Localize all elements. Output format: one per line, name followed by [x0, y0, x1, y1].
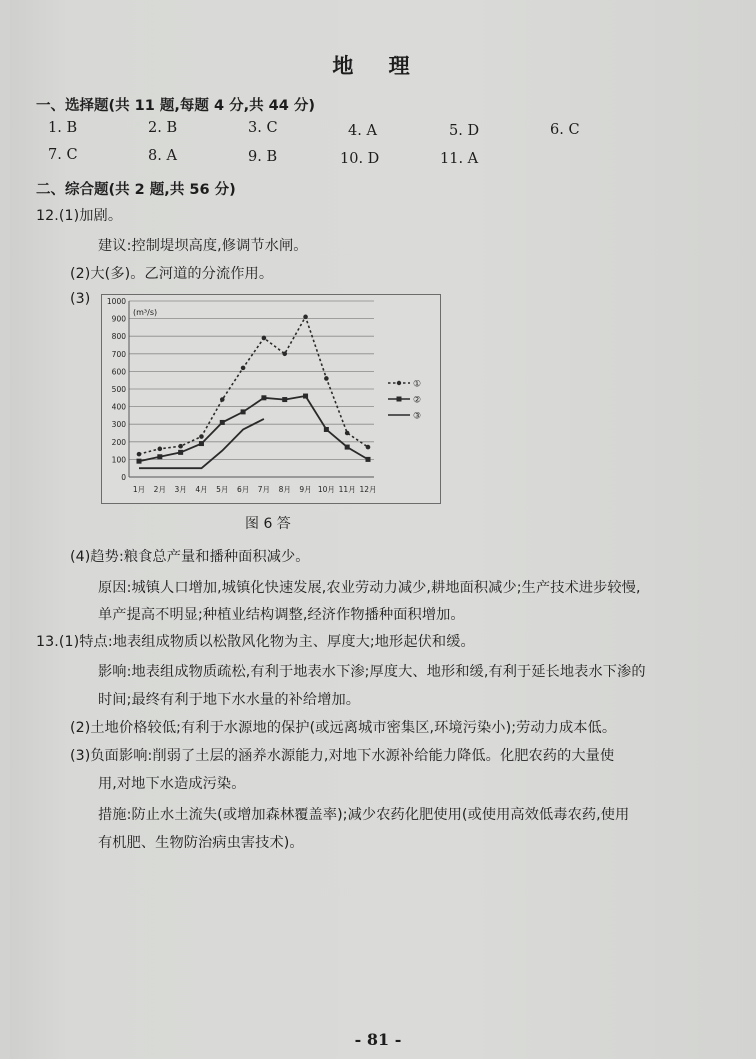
- y-tick-label: 400: [111, 402, 126, 412]
- answer-item: 6. C: [550, 122, 580, 138]
- q13-part1-effect-2: 时间;最终有利于地下水水量的补给增加。: [98, 692, 361, 708]
- x-tick-label: 6月: [236, 485, 250, 494]
- figure-caption: 图 6 答: [245, 516, 291, 532]
- y-tick-label: 500: [111, 385, 126, 394]
- legend-label: ②: [413, 395, 422, 406]
- x-tick-label: 11月: [338, 485, 356, 494]
- y-tick-label: 300: [111, 420, 126, 430]
- q13-part3-measure-1: 措施:防止水土流失(或增加森林覆盖率);减少农药化肥使用(或使用高效低毒农药,使用: [98, 807, 630, 823]
- q12-part2: (2)大(多)。乙河道的分流作用。: [70, 266, 274, 282]
- answer-item: 2. B: [148, 120, 178, 136]
- data-point: [241, 409, 246, 414]
- data-point: [241, 366, 246, 371]
- y-tick-label: 600: [111, 367, 126, 377]
- x-tick-label: 7月: [257, 485, 271, 494]
- y-tick-label: 800: [111, 332, 126, 342]
- q13-part1: 13.(1)特点:地表组成物质以松散风化物为主、厚度大;地形起伏和缓。: [36, 634, 475, 650]
- x-tick-label: 3月: [174, 485, 187, 494]
- answer-item: 10. D: [340, 151, 380, 167]
- data-point: [220, 420, 225, 425]
- y-tick-label: 700: [111, 349, 126, 359]
- page-number: - 81 -: [354, 1030, 402, 1049]
- data-point: [137, 452, 142, 457]
- data-point: [137, 459, 142, 464]
- section2-heading: 二、综合题(共 2 题,共 56 分): [36, 182, 236, 198]
- data-point: [366, 457, 371, 462]
- q12-part1-suggestion: 建议:控制堤坝高度,修调节水闸。: [98, 238, 308, 254]
- legend-label: ③: [413, 411, 422, 422]
- y-tick-label: 0: [121, 473, 126, 482]
- exam-answer-page: [10, 0, 756, 1059]
- data-point: [199, 441, 204, 446]
- answer-item: 11. A: [440, 151, 479, 167]
- data-point: [366, 445, 371, 450]
- q13-part1-effect-1: 影响:地表组成物质疏松,有利于地表水下渗;厚度大、地形和缓,有利于延长地表水下渗的: [98, 664, 646, 680]
- data-point: [178, 444, 183, 449]
- data-point: [178, 450, 183, 455]
- data-point: [303, 394, 308, 399]
- x-tick-label: 4月: [195, 485, 208, 494]
- page-title: 地 理: [332, 54, 424, 78]
- answer-item: 4. A: [348, 123, 377, 139]
- q13-part3-2: 用,对地下水造成污染。: [98, 776, 246, 792]
- answer-item: 5. D: [449, 123, 480, 139]
- data-point: [262, 336, 267, 341]
- legend-label: ①: [413, 379, 422, 390]
- data-point: [199, 434, 204, 439]
- q12-part4-reason-2: 单产提高不明显;种植业结构调整,经济作物播种面积增加。: [98, 607, 465, 623]
- data-point: [282, 397, 287, 402]
- y-axis-label: (m³/s): [133, 308, 158, 317]
- x-tick-label: 2月: [153, 485, 166, 494]
- y-tick-label: 100: [111, 455, 126, 465]
- data-point: [282, 352, 287, 357]
- answer-item: 1. B: [48, 120, 78, 136]
- answer-item: 7. C: [48, 147, 78, 163]
- data-point: [324, 427, 329, 432]
- chart-canvas: [102, 295, 440, 503]
- answer-item: 8. A: [148, 148, 177, 164]
- x-tick-label: 12月: [359, 485, 377, 494]
- data-point: [324, 376, 329, 381]
- section1-heading: 一、选择题(共 11 题,每题 4 分,共 44 分): [36, 98, 316, 114]
- data-point: [261, 395, 266, 400]
- q13-part2: (2)土地价格较低;有利于水源地的保护(或远离城市密集区,环境污染小);劳动力成本低。: [70, 720, 617, 736]
- data-point: [158, 447, 163, 452]
- x-tick-label: 9月: [299, 485, 312, 494]
- y-tick-label: 900: [111, 314, 126, 324]
- runoff-chart: [101, 294, 441, 504]
- q12-part1: 12.(1)加剧。: [36, 208, 123, 224]
- data-point: [220, 397, 225, 402]
- x-tick-label: 5月: [216, 485, 229, 494]
- x-tick-label: 10月: [317, 485, 335, 494]
- x-tick-label: 1月: [132, 485, 146, 494]
- series-line: [139, 317, 368, 454]
- q12-part4: (4)趋势:粮食总产量和播种面积减少。: [70, 549, 310, 565]
- answer-item: 9. B: [248, 149, 278, 165]
- x-tick-label: 8月: [278, 485, 291, 494]
- answer-item: 3. C: [248, 120, 278, 136]
- data-point: [345, 445, 350, 450]
- data-point: [345, 431, 350, 436]
- q12-part4-reason-1: 原因:城镇人口增加,城镇化快速发展,农业劳动力减少,耕地面积减少;生产技术进步较慢,: [98, 580, 641, 596]
- q12-part3-label: (3): [70, 291, 91, 307]
- q13-part3-1: (3)负面影响:削弱了土层的涵养水源能力,对地下水源补给能力降低。化肥农药的大量使: [70, 748, 615, 764]
- y-tick-label: 1000: [106, 297, 126, 306]
- y-tick-label: 200: [111, 437, 126, 447]
- data-point: [303, 315, 308, 320]
- series-line: [139, 396, 368, 461]
- legend-marker: [397, 397, 402, 402]
- data-point: [157, 454, 162, 459]
- q13-part3-measure-2: 有机肥、生物防治病虫害技术)。: [98, 835, 304, 851]
- legend-marker: [397, 381, 401, 385]
